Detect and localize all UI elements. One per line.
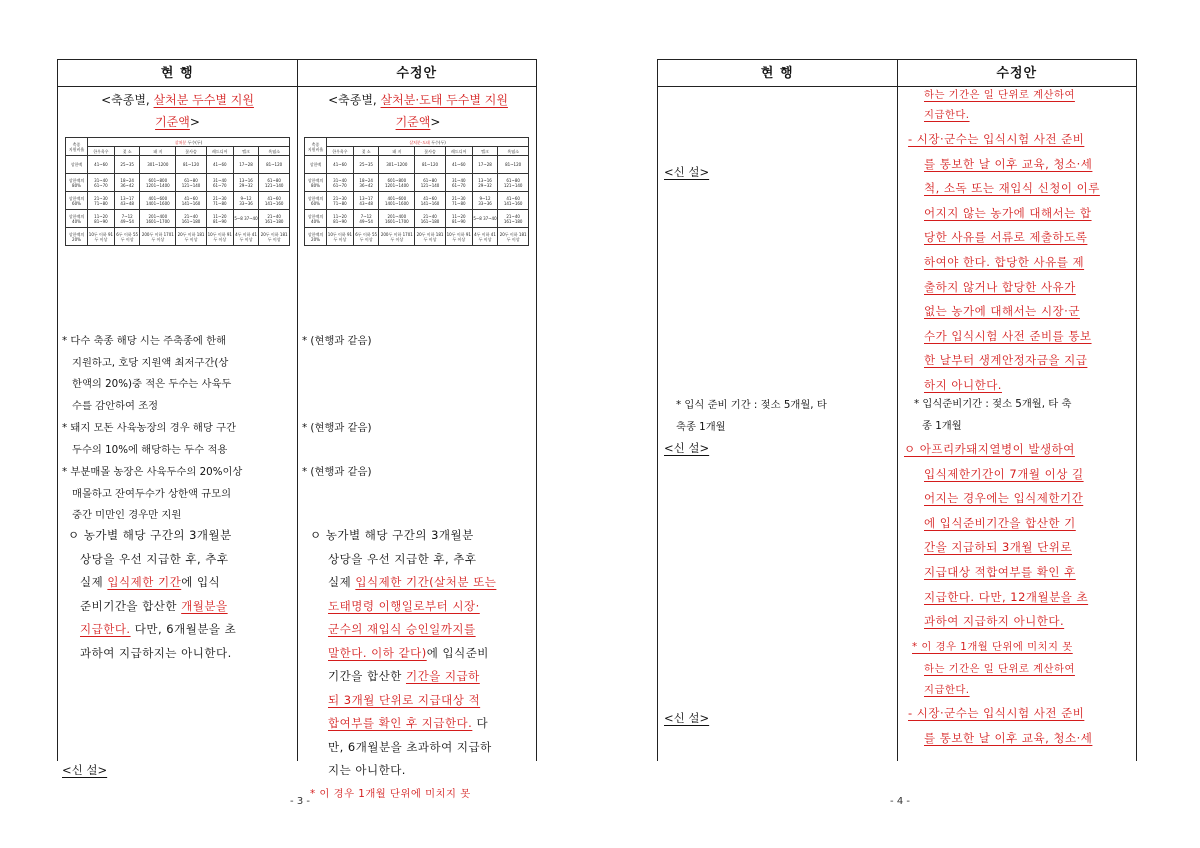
table-cell: 21~30 71~80 bbox=[88, 192, 115, 210]
text-line: 에 입식준비기간을 합산한 기 bbox=[924, 515, 1076, 530]
table-cell: 7~12 49~54 bbox=[114, 210, 140, 228]
table-row-label: 상한액의 60% bbox=[66, 192, 88, 210]
table-row-label: 상한액의 20% bbox=[66, 228, 88, 246]
table-cell: 20두 이하 181두 이상 bbox=[415, 228, 446, 246]
page-number: - 4 - bbox=[890, 796, 910, 807]
table-group-header: 살처분·도태 두수(두) bbox=[327, 138, 529, 147]
text-line: 없는 농가에 대해서는 시장·군 bbox=[924, 304, 1080, 319]
table-cell: 10두 이하 91두 이상 bbox=[88, 228, 115, 246]
new-clause-marker-3: <신 설> bbox=[664, 711, 710, 725]
new-clause-marker-1: <신 설> bbox=[664, 165, 710, 179]
table-corner: 축종 지원비율 bbox=[66, 138, 88, 156]
table-cell: 401~600 1401~1600 bbox=[140, 192, 176, 210]
header-current: 현 행 bbox=[658, 60, 898, 86]
proposed-column bbox=[898, 87, 1138, 761]
table-column-header: 젖 소 bbox=[114, 147, 140, 156]
table-cell: 6두 이하 55두 이상 bbox=[353, 228, 379, 246]
same-note-1: * (현행과 같음) bbox=[302, 335, 372, 347]
current-column bbox=[658, 87, 898, 761]
table-caption bbox=[298, 89, 538, 133]
table-cell: 5~8 37~40 bbox=[233, 210, 259, 228]
table-cell: 4두 이하 41두 이상 bbox=[472, 228, 498, 246]
table-column-header: 젖 소 bbox=[353, 147, 379, 156]
table-cell: 601~800 1201~1400 bbox=[379, 174, 415, 192]
page-number: - 3 - bbox=[290, 796, 310, 807]
table-cell: 200두 이하 1701두 이상 bbox=[379, 228, 415, 246]
comparison-table-page-4 bbox=[657, 59, 1137, 761]
table-cell: 21~40 161~180 bbox=[259, 210, 290, 228]
table-cell: 21~40 161~180 bbox=[498, 210, 529, 228]
table-row bbox=[66, 156, 290, 174]
table-column-header: 돼 지 bbox=[379, 147, 415, 156]
table-cell: 20두 이하 181두 이상 bbox=[498, 228, 529, 246]
proposed-column bbox=[298, 87, 538, 800]
table-cell: 25~35 bbox=[353, 156, 379, 174]
table-column-header: 흑염소 bbox=[259, 147, 290, 156]
caption-text: <축종별, bbox=[328, 93, 381, 107]
note-line: * 부분매몰 농장은 사육두수의 20%이상 bbox=[62, 466, 243, 478]
table-row-label: 상한액의 20% bbox=[305, 228, 327, 246]
table-cell: 61~80 121~140 bbox=[498, 174, 529, 192]
note-item bbox=[62, 418, 294, 461]
table-cell: 21~40 161~180 bbox=[176, 210, 207, 228]
table-cell: 41~60 bbox=[445, 156, 472, 174]
same-note-2: * (현행과 같음) bbox=[302, 422, 372, 434]
new-clause-marker: <신 설> bbox=[62, 763, 108, 777]
table-cell: 18~24 36~42 bbox=[114, 174, 140, 192]
table-cell: 13~17 43~48 bbox=[353, 192, 379, 210]
table-cell: 17~28 bbox=[472, 156, 498, 174]
table-row bbox=[66, 210, 290, 228]
dash-item-2 bbox=[908, 701, 1136, 750]
table-cell: 21~40 161~180 bbox=[415, 210, 446, 228]
table-cell: 81~120 bbox=[176, 156, 207, 174]
table-cell: 11~20 81~90 bbox=[88, 210, 115, 228]
table-cell: 17~28 bbox=[233, 156, 259, 174]
table-column-header: 흑염소 bbox=[498, 147, 529, 156]
table-cell: 20두 이하 181두 이상 bbox=[176, 228, 207, 246]
text-line: - 시장·군수는 입식시험 사전 준비 bbox=[908, 132, 1085, 146]
note-line: 두수의 10%에 해당하는 두수 적용 bbox=[72, 443, 228, 456]
text-line: 지급대상 적합여부를 확인 후 bbox=[924, 564, 1076, 579]
table-row bbox=[66, 174, 290, 192]
table-cell: 10두 이하 91두 이상 bbox=[206, 228, 233, 246]
table-cell: 41~60 bbox=[88, 156, 115, 174]
text-line: 어지는 경우에는 입식제한기간 bbox=[924, 491, 1084, 506]
table-row-label: 상한액의 60% bbox=[305, 192, 327, 210]
table-row-label: 상한액의 40% bbox=[305, 210, 327, 228]
text-line: 출하지 않거나 합당한 사유가 bbox=[924, 279, 1076, 294]
table-cell: 11~20 81~90 bbox=[445, 210, 472, 228]
header-current: 현 행 bbox=[58, 60, 298, 86]
table-cell: 13~17 43~48 bbox=[114, 192, 140, 210]
table-row bbox=[305, 156, 529, 174]
table-cell: 13~16 29~32 bbox=[233, 174, 259, 192]
page-4 bbox=[600, 0, 1200, 848]
text-line: 지급한다. 다만, 12개월분을 초 bbox=[924, 589, 1089, 604]
table-row-label: 상한액 bbox=[305, 156, 327, 174]
star-red-note bbox=[912, 637, 1136, 702]
table-cell: 31~40 61~70 bbox=[327, 174, 354, 192]
table-cell: 61~80 121~140 bbox=[176, 174, 207, 192]
table-corner: 축종 지원비율 bbox=[305, 138, 327, 156]
circle-item-asf bbox=[904, 437, 1136, 634]
header-proposed: 수정안 bbox=[396, 66, 438, 81]
table-column-header: 엘크 bbox=[233, 147, 259, 156]
caption-red-text: 살처분 두수별 지원 bbox=[153, 93, 254, 107]
text-line: 하여야 한다. 합당한 사유를 제 bbox=[924, 254, 1085, 269]
table-column-header: 엘크 bbox=[472, 147, 498, 156]
text-line: 지급한다. bbox=[924, 684, 970, 696]
support-criteria-table bbox=[65, 137, 290, 246]
table-cell: 301~1200 bbox=[140, 156, 176, 174]
text-line: 한 날부터 생계안정자금을 지급 bbox=[924, 353, 1088, 368]
table-cell: 25~35 bbox=[114, 156, 140, 174]
caption-red-text-2: 기준액 bbox=[155, 115, 190, 129]
note-line: 수를 감안하여 조정 bbox=[72, 399, 159, 412]
table-group-header: 살처분 두수(두) bbox=[88, 138, 290, 147]
table-column-header: 한우육우 bbox=[88, 147, 115, 156]
table-cell: 601~800 1201~1400 bbox=[140, 174, 176, 192]
caption-red-text-2: 기준액 bbox=[395, 115, 431, 129]
comparison-table-page-3 bbox=[57, 59, 537, 800]
table-cell: 201~400 1601~1700 bbox=[140, 210, 176, 228]
text-line: - 시장·군수는 입식시험 사전 준비 bbox=[908, 706, 1085, 720]
table-cell: 41~60 141~160 bbox=[498, 192, 529, 210]
table-cell: 6두 이하 55두 이상 bbox=[114, 228, 140, 246]
text-line: 어지지 않는 농가에 대해서는 합 bbox=[924, 205, 1092, 220]
caption-red-text: 살처분·도태 두수별 지원 bbox=[380, 93, 508, 107]
caption-close: > bbox=[430, 115, 441, 129]
text-line: 척, 소독 또는 재입식 신청이 이루 bbox=[924, 181, 1100, 196]
note-line: 중간 미만인 경우만 지원 bbox=[72, 509, 182, 521]
text-line: 간을 지급하되 3개월 단위로 bbox=[924, 540, 1072, 555]
text-line: 를 통보한 날 이후 교육, 청소·세 bbox=[924, 156, 1093, 171]
table-cell: 41~60 141~160 bbox=[259, 192, 290, 210]
table-column-header: 레드디어 bbox=[206, 147, 233, 156]
table-cell: 9~12 33~36 bbox=[233, 192, 259, 210]
table-cell: 41~60 141~160 bbox=[176, 192, 207, 210]
table-cell: 401~600 1401~1600 bbox=[379, 192, 415, 210]
table-row-label: 상한액의 80% bbox=[305, 174, 327, 192]
note-item bbox=[62, 462, 294, 527]
table-cell: 10두 이하 91두 이상 bbox=[327, 228, 354, 246]
table-cell: 301~1200 bbox=[379, 156, 415, 174]
caption-text: <축종별, bbox=[101, 93, 154, 107]
continued-text: 하는 기간은 일 단위로 계산하여 지급한다. bbox=[924, 89, 1075, 121]
table-cell: 21~30 71~80 bbox=[445, 192, 472, 210]
same-note-3: * (현행과 같음) bbox=[302, 466, 372, 478]
table-cell: 4두 이하 41두 이상 bbox=[233, 228, 259, 246]
table-cell: 31~40 61~70 bbox=[206, 174, 233, 192]
table-column-header: 돼 지 bbox=[140, 147, 176, 156]
table-cell: 9~12 33~36 bbox=[472, 192, 498, 210]
note-line: * 다수 축종 해당 시는 주축종에 한해 bbox=[62, 335, 227, 347]
table-row-label: 상한액의 40% bbox=[66, 210, 88, 228]
table-cell: 11~20 81~90 bbox=[206, 210, 233, 228]
table-cell: 41~60 bbox=[327, 156, 354, 174]
text-line: 과하여 지급하지 아니한다. bbox=[924, 614, 1065, 629]
table-row bbox=[66, 192, 290, 210]
table-row bbox=[305, 174, 529, 192]
paragraph-current: ㅇ 농가별 해당 구간의 3개월분 상당을 우선 지급한 후, 추후 실제 입식제한 기간에 입식 준비기간을 합산한 개월분을 지급한다. 다만, 6개월분을 초 과하여 지급하지는 아니한다. bbox=[68, 528, 237, 660]
table-column-header: 레드디어 bbox=[445, 147, 472, 156]
table-cell: 81~120 bbox=[498, 156, 529, 174]
support-criteria-table bbox=[304, 137, 529, 246]
table-cell: 200두 이하 1701두 이상 bbox=[140, 228, 176, 246]
text-line: 하지 아니한다. bbox=[924, 377, 1002, 392]
caption-close: > bbox=[189, 115, 200, 129]
table-cell: 5~8 37~40 bbox=[472, 210, 498, 228]
text-line: 하는 기간은 일 단위로 계산하여 bbox=[924, 662, 1075, 675]
note-line: * 돼지 모돈 사육농장의 경우 해당 구간 bbox=[62, 422, 236, 434]
note-line: 매몰하고 잔여두수가 상한액 규모의 bbox=[72, 487, 232, 500]
table-row bbox=[305, 228, 529, 246]
text-line: ㅇ 아프리카돼지열병이 발생하여 bbox=[904, 442, 1075, 456]
table-cell: 61~80 121~140 bbox=[415, 174, 446, 192]
text-line: 수가 입식시험 사전 준비를 통보 bbox=[924, 328, 1092, 343]
header-proposed: 수정안 bbox=[996, 66, 1038, 81]
table-cell: 41~60 141~160 bbox=[415, 192, 446, 210]
table-caption bbox=[58, 89, 297, 133]
paragraph-proposed: ㅇ 농가별 해당 구간의 3개월분 상당을 우선 지급한 후, 추후 실제 입식제한 기간(살처분 또는 도태명령 이행일로부터 시장· 군수의 재입식 승인일까지를 말한다. 이하 같다)에 입식준비 기간을 합산한 기간을 지급하 되 3개월 단위로 지급대상 적 합여부를 확인 후 지급한다. 다 만, 6개월분을 초과하여 지급하 지는 아니한다. * 이 경우 1개월 단위에 미치지 못 bbox=[310, 528, 497, 800]
text-line: 당한 사유를 서류로 제출하도록 bbox=[924, 230, 1088, 245]
table-row bbox=[305, 192, 529, 210]
note-line: 지원하고, 호당 지원액 최저구간(상 bbox=[72, 356, 229, 369]
table-cell: 21~30 71~80 bbox=[206, 192, 233, 210]
preparation-period-note: * 입식 준비 기간 : 젖소 5개월, 타 축종 1개월 bbox=[676, 399, 827, 433]
dash-item-1 bbox=[908, 127, 1136, 398]
table-cell: 20두 이하 181두 이상 bbox=[259, 228, 290, 246]
table-row-label: 상한액의 80% bbox=[66, 174, 88, 192]
table-row bbox=[305, 210, 529, 228]
note-item bbox=[62, 331, 294, 417]
table-cell: 31~40 61~70 bbox=[88, 174, 115, 192]
table-cell: 81~120 bbox=[415, 156, 446, 174]
table-cell: 201~400 1601~1700 bbox=[379, 210, 415, 228]
table-row-label: 상한액 bbox=[66, 156, 88, 174]
table-cell: 11~20 81~90 bbox=[327, 210, 354, 228]
table-column-header: 꽃사슴 bbox=[415, 147, 446, 156]
table-cell: 21~30 71~80 bbox=[327, 192, 354, 210]
text-line: 입식제한기간이 7개월 이상 길 bbox=[924, 466, 1084, 481]
new-clause-marker-2: <신 설> bbox=[664, 441, 710, 455]
text-line: * 이 경우 1개월 단위에 미치지 못 bbox=[912, 641, 1073, 653]
table-cell: 18~24 36~42 bbox=[353, 174, 379, 192]
note-line: 한액의 20%)중 적은 두수는 사육두 bbox=[72, 378, 232, 390]
table-column-header: 꽃사슴 bbox=[176, 147, 207, 156]
current-column bbox=[58, 87, 298, 777]
table-row bbox=[66, 228, 290, 246]
table-header bbox=[658, 59, 1136, 87]
table-cell: 41~60 bbox=[206, 156, 233, 174]
text-line: 를 통보한 날 이후 교육, 청소·세 bbox=[924, 730, 1093, 745]
table-cell: 13~16 29~32 bbox=[472, 174, 498, 192]
table-cell: 10두 이하 91두 이상 bbox=[445, 228, 472, 246]
table-cell: 81~120 bbox=[259, 156, 290, 174]
preparation-period-note: * 입식준비기간 : 젖소 5개월, 타 축 종 1개월 bbox=[914, 398, 1072, 432]
table-header bbox=[58, 59, 536, 87]
table-cell: 61~80 121~140 bbox=[259, 174, 290, 192]
table-cell: 7~12 49~54 bbox=[353, 210, 379, 228]
table-cell: 31~40 61~70 bbox=[445, 174, 472, 192]
table-column-header: 한우육우 bbox=[327, 147, 354, 156]
